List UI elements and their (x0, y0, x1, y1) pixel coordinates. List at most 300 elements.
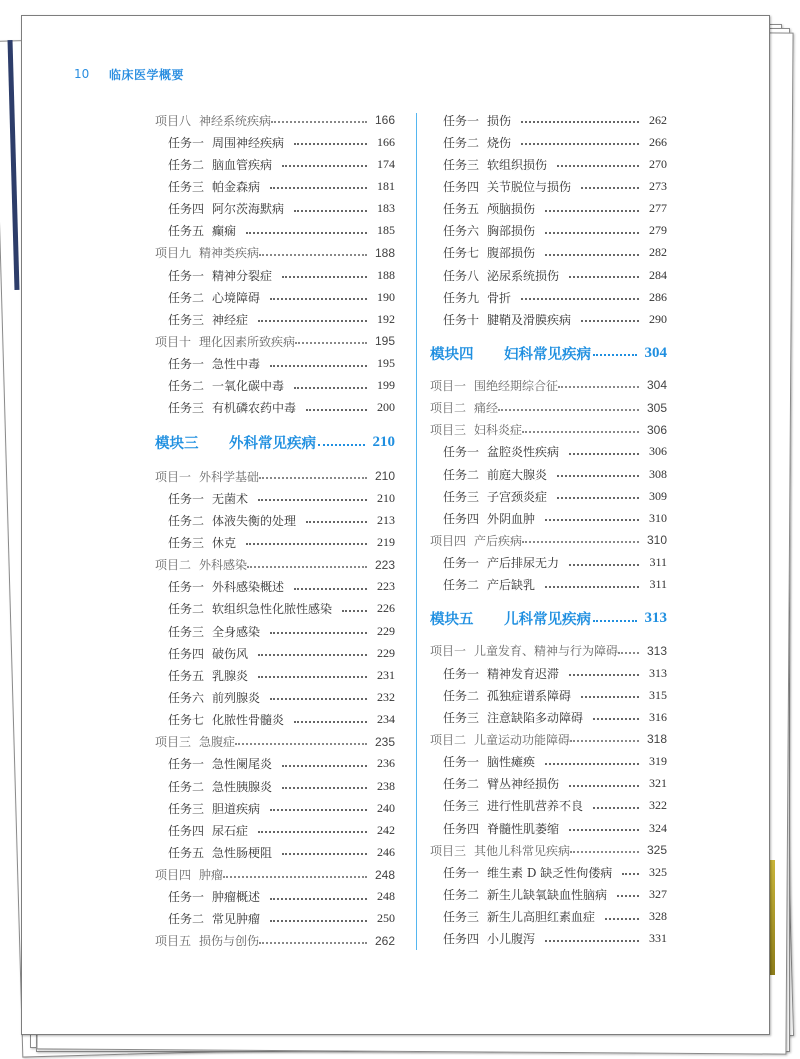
toc-task-entry[interactable] (430, 109, 667, 131)
toc-page-number: 210 (372, 434, 395, 451)
toc-task-title: 一氧化碳中毒 (212, 379, 285, 394)
toc-task-entry[interactable] (155, 576, 395, 598)
dot-leader (270, 187, 367, 189)
toc-task-label: 任务一 (168, 890, 205, 905)
toc-page-number: 306 (646, 422, 667, 437)
toc-page-number: 223 (374, 557, 395, 572)
toc-task-entry[interactable] (430, 706, 667, 728)
toc-task-entry[interactable] (430, 817, 667, 839)
dot-leader (342, 610, 367, 612)
toc-task-title: 臂丛神经损伤 (487, 777, 560, 792)
toc-module-label: 模块三 (155, 436, 199, 453)
toc-task-entry[interactable] (155, 131, 395, 153)
toc-page-number: 231 (377, 667, 395, 682)
dot-leader (593, 807, 639, 809)
toc-task-label: 任务三 (443, 489, 480, 504)
dot-leader (235, 743, 367, 745)
toc-task-label: 任务一 (168, 491, 205, 506)
toc-item-title: 围绝经期综合征 (474, 378, 559, 393)
toc-task-title: 帕金森病 (212, 179, 261, 194)
toc-task-entry[interactable] (430, 153, 667, 175)
toc-page-number: 195 (374, 334, 395, 349)
toc-task-label: 任务六 (168, 690, 205, 705)
toc-task-label: 任务五 (168, 668, 205, 683)
toc-task-label: 任务一 (443, 113, 480, 128)
toc-item-entry[interactable] (155, 330, 395, 352)
toc-page-number: 331 (649, 931, 667, 946)
toc-task-title: 休克 (212, 535, 237, 550)
toc-page-number: 284 (649, 267, 667, 282)
toc-task-label: 任务二 (168, 157, 205, 172)
toc-task-title: 维生素 D 缺乏性佝偻病 (487, 865, 613, 880)
toc-task-entry[interactable] (155, 642, 395, 664)
toc-right-column (430, 109, 667, 950)
toc-task-label: 任务四 (168, 646, 205, 661)
toc-task-entry[interactable] (430, 773, 667, 795)
toc-page-number: 286 (649, 289, 667, 304)
toc-task-title: 脑性瘫痪 (487, 755, 536, 770)
dot-leader (545, 586, 639, 588)
dot-leader (259, 477, 367, 479)
toc-task-label: 任务三 (443, 910, 480, 925)
toc-task-title: 常见肿瘤 (212, 912, 261, 927)
toc-page-number: 236 (377, 756, 395, 771)
dot-leader (557, 497, 639, 499)
toc-page-number: 304 (646, 378, 667, 393)
toc-task-entry[interactable] (430, 198, 667, 220)
toc-task-title: 盆腔炎性疾病 (487, 445, 560, 460)
toc-page-number: 319 (649, 754, 667, 769)
toc-item-entry[interactable] (430, 640, 667, 662)
toc-item-entry[interactable] (155, 554, 395, 576)
toc-page-number: 192 (377, 311, 395, 326)
toc-task-entry[interactable] (155, 509, 395, 531)
toc-task-label: 任务五 (168, 845, 205, 860)
toc-page-number: 273 (649, 178, 667, 193)
toc-page-number: 250 (377, 911, 395, 926)
toc-task-entry[interactable] (430, 264, 667, 286)
toc-item-entry[interactable] (155, 465, 395, 487)
toc-task-entry[interactable] (155, 487, 395, 509)
toc-task-label: 任务二 (168, 379, 205, 394)
toc-task-label: 任务二 (168, 602, 205, 617)
dot-leader (569, 564, 639, 566)
toc-left-column (155, 109, 395, 952)
toc-task-title: 体液失衡的处理 (212, 513, 297, 528)
toc-page-number: 306 (649, 444, 667, 459)
toc-task-label: 任务十 (443, 312, 480, 327)
toc-page-number: 240 (377, 800, 395, 815)
toc-page-number: 310 (649, 510, 667, 525)
toc-item-entry[interactable] (430, 728, 667, 750)
toc-page-number: 232 (377, 689, 395, 704)
cover-edge (770, 860, 775, 975)
toc-task-label: 任务四 (168, 823, 205, 838)
toc-page-number: 313 (649, 665, 667, 680)
toc-task-entry[interactable] (155, 153, 395, 175)
toc-task-label: 任务五 (443, 202, 480, 217)
dot-leader (570, 851, 639, 853)
toc-task-entry[interactable] (430, 684, 667, 706)
toc-task-title: 破伤风 (212, 646, 249, 661)
toc-task-entry[interactable] (430, 574, 667, 596)
toc-item-title: 外科感染 (199, 558, 248, 573)
toc-page-number: 248 (377, 889, 395, 904)
dot-leader (617, 895, 639, 897)
toc-module-entry[interactable] (430, 330, 667, 374)
dot-leader (258, 831, 367, 833)
toc-item-entry[interactable] (430, 374, 667, 396)
toc-item-label: 项目一 (155, 469, 192, 484)
toc-page-number: 311 (649, 555, 667, 570)
dot-leader (282, 853, 367, 855)
toc-task-entry[interactable] (430, 883, 667, 905)
toc-page-number: 174 (377, 156, 395, 171)
dot-leader (306, 521, 367, 523)
toc-page-number: 304 (644, 344, 667, 361)
toc-task-label: 任务四 (443, 179, 480, 194)
toc-task-title: 注意缺陷多动障碍 (487, 710, 584, 725)
toc-task-entry[interactable] (155, 819, 395, 841)
toc-page-number: 270 (649, 156, 667, 171)
toc-page-number: 290 (649, 311, 667, 326)
dot-leader (258, 654, 367, 656)
toc-task-title: 新生儿缺氧缺血性脑病 (487, 887, 608, 902)
toc-task-label: 任务三 (443, 710, 480, 725)
toc-task-entry[interactable] (430, 662, 667, 684)
dot-leader (282, 276, 367, 278)
toc-task-title: 孤独症谱系障碍 (487, 688, 572, 703)
toc-task-label: 任务二 (443, 887, 480, 902)
dot-leader (521, 121, 639, 123)
toc-item-entry[interactable] (430, 419, 667, 441)
toc-item-entry[interactable] (155, 731, 395, 753)
toc-task-title: 癫痫 (212, 224, 237, 239)
toc-item-title: 其他儿科常见疾病 (474, 843, 571, 858)
toc-task-entry[interactable] (430, 175, 667, 197)
dot-leader (270, 809, 367, 811)
toc-task-entry[interactable] (430, 131, 667, 153)
column-divider (416, 113, 417, 950)
toc-task-label: 任务七 (443, 246, 480, 261)
toc-task-entry[interactable] (155, 775, 395, 797)
toc-page-number: 262 (374, 933, 395, 948)
toc-task-entry[interactable] (155, 286, 395, 308)
toc-task-label: 任务四 (443, 821, 480, 836)
toc-task-title: 泌尿系统损伤 (487, 268, 560, 283)
toc-task-label: 任务二 (168, 513, 205, 528)
toc-task-entry[interactable] (430, 308, 667, 330)
toc-task-label: 任务三 (168, 624, 205, 639)
dot-leader (569, 276, 639, 278)
toc-page-number: 234 (377, 712, 395, 727)
toc-task-entry[interactable] (155, 709, 395, 731)
toc-task-entry[interactable] (155, 664, 395, 686)
toc-task-entry[interactable] (155, 198, 395, 220)
toc-item-label: 项目一 (430, 644, 467, 659)
toc-task-entry[interactable] (430, 485, 667, 507)
dot-leader (270, 698, 367, 700)
dot-leader (545, 254, 639, 256)
toc-task-entry[interactable] (155, 686, 395, 708)
toc-page-number: 226 (377, 601, 395, 616)
toc-task-title: 急性中毒 (212, 357, 261, 372)
toc-task-entry[interactable] (430, 220, 667, 242)
toc-page-number: 223 (377, 579, 395, 594)
toc-page-number: 238 (377, 778, 395, 793)
dot-leader (246, 543, 367, 545)
toc-page-number: 324 (649, 820, 667, 835)
toc-item-entry[interactable] (430, 839, 667, 861)
toc-page-number: 229 (377, 623, 395, 638)
dot-leader (498, 409, 639, 411)
toc-task-label: 任务九 (443, 290, 480, 305)
toc-task-entry[interactable] (155, 797, 395, 819)
toc-item-entry[interactable] (430, 529, 667, 551)
dot-leader (569, 453, 639, 455)
dot-leader (581, 696, 639, 698)
dot-leader (521, 298, 639, 300)
toc-module-title: 妇科常见疾病 (504, 346, 591, 363)
toc-task-title: 阿尔茨海默病 (212, 202, 285, 217)
toc-page-number: 266 (649, 134, 667, 149)
toc-task-entry[interactable] (155, 598, 395, 620)
toc-task-entry[interactable] (155, 841, 395, 863)
dot-leader (270, 898, 367, 900)
toc-task-label: 任务三 (443, 799, 480, 814)
toc-task-label: 任务二 (168, 290, 205, 305)
toc-page-number: 262 (649, 112, 667, 127)
dot-leader (522, 431, 639, 433)
toc-task-title: 前列腺炎 (212, 690, 261, 705)
toc-page-number: 315 (649, 687, 667, 702)
toc-page-number: 235 (374, 734, 395, 749)
toc-task-label: 任务一 (168, 135, 205, 150)
toc-task-title: 骨折 (487, 290, 512, 305)
page-number: 10 (74, 67, 90, 81)
toc-task-title: 小儿腹泻 (487, 932, 536, 947)
toc-item-label: 项目三 (155, 735, 192, 750)
dot-leader (569, 785, 639, 787)
toc-task-title: 脊髓性肌萎缩 (487, 821, 560, 836)
toc-task-entry[interactable] (430, 242, 667, 264)
toc-task-label: 任务四 (168, 202, 205, 217)
toc-task-title: 无菌术 (212, 491, 249, 506)
toc-task-entry[interactable] (430, 463, 667, 485)
toc-page-number: 316 (649, 709, 667, 724)
toc-task-title: 前庭大腺炎 (487, 467, 548, 482)
toc-item-label: 项目三 (430, 843, 467, 858)
toc-task-title: 损伤 (487, 113, 512, 128)
toc-task-label: 任务二 (168, 912, 205, 927)
toc-task-entry[interactable] (430, 861, 667, 883)
toc-page-number: 313 (646, 643, 667, 658)
toc-task-entry[interactable] (430, 795, 667, 817)
toc-item-title: 儿童运动功能障碍 (474, 732, 571, 747)
toc-task-title: 脑血管疾病 (212, 157, 273, 172)
toc-item-entry[interactable] (430, 397, 667, 419)
toc-item-title: 痛经 (474, 401, 499, 416)
toc-task-label: 任务三 (443, 157, 480, 172)
dot-leader (570, 740, 639, 742)
toc-task-title: 神经症 (212, 312, 249, 327)
toc-task-entry[interactable] (155, 308, 395, 330)
dot-leader (522, 541, 639, 543)
toc-task-label: 任务七 (168, 713, 205, 728)
dot-leader (622, 873, 639, 875)
toc-item-entry[interactable] (155, 109, 395, 131)
toc-page-number: 310 (646, 533, 667, 548)
toc-item-title: 儿童发育、精神与行为障碍 (474, 644, 619, 659)
toc-task-entry[interactable] (155, 264, 395, 286)
toc-task-entry[interactable] (155, 753, 395, 775)
dot-leader (282, 765, 367, 767)
toc-task-entry[interactable] (430, 751, 667, 773)
dot-leader (558, 386, 639, 388)
dot-leader (294, 210, 367, 212)
toc-task-label: 任务一 (443, 865, 480, 880)
toc-item-label: 项目九 (155, 246, 192, 261)
toc-task-entry[interactable] (155, 175, 395, 197)
toc-task-label: 任务二 (443, 135, 480, 150)
toc-page-number: 210 (374, 469, 395, 484)
toc-item-title: 外科学基础 (199, 469, 260, 484)
dot-leader (593, 354, 637, 356)
toc-task-entry[interactable] (155, 353, 395, 375)
toc-page-number: 328 (649, 909, 667, 924)
toc-item-title: 妇科炎症 (474, 423, 523, 438)
toc-item-title: 产后疾病 (474, 533, 523, 548)
toc-page-number: 190 (377, 289, 395, 304)
toc-task-label: 任务四 (443, 511, 480, 526)
dot-leader (258, 499, 367, 501)
toc-task-entry[interactable] (155, 620, 395, 642)
dot-leader (569, 829, 639, 831)
dot-leader (258, 676, 367, 678)
toc-task-label: 任务三 (168, 312, 205, 327)
dot-leader (521, 143, 639, 145)
toc-task-label: 任务二 (443, 688, 480, 703)
toc-task-entry[interactable] (155, 908, 395, 930)
toc-task-entry[interactable] (430, 928, 667, 950)
toc-task-label: 任务二 (443, 467, 480, 482)
dot-leader (605, 918, 639, 920)
toc-task-entry[interactable] (155, 220, 395, 242)
dot-leader (223, 876, 367, 878)
toc-task-entry[interactable] (155, 886, 395, 908)
toc-task-label: 任务八 (443, 268, 480, 283)
toc-task-title: 精神分裂症 (212, 268, 273, 283)
toc-page-number: 210 (377, 490, 395, 505)
toc-item-entry[interactable] (155, 930, 395, 952)
dot-leader (318, 444, 365, 446)
toc-page-number: 199 (377, 378, 395, 393)
toc-task-label: 任务二 (443, 777, 480, 792)
toc-task-label: 任务一 (168, 357, 205, 372)
dot-leader (270, 365, 367, 367)
toc-page-number: 277 (649, 201, 667, 216)
dot-leader (545, 210, 639, 212)
toc-task-label: 任务一 (443, 666, 480, 681)
toc-page-number: 166 (374, 113, 395, 128)
toc-task-entry[interactable] (155, 375, 395, 397)
dot-leader (295, 342, 367, 344)
toc-item-title: 急腹症 (199, 735, 236, 750)
toc-task-title: 尿石症 (212, 823, 249, 838)
dot-leader (545, 519, 639, 521)
toc-task-title: 关节脱位与损伤 (487, 179, 572, 194)
toc-task-label: 任务一 (443, 556, 480, 571)
toc-task-title: 心境障碍 (212, 290, 261, 305)
toc-page-number: 183 (377, 201, 395, 216)
toc-task-title: 急性胰腺炎 (212, 779, 273, 794)
toc-task-title: 胆道疾病 (212, 801, 261, 816)
dot-leader (618, 652, 639, 654)
toc-module-entry[interactable] (155, 419, 395, 465)
toc-item-label: 项目四 (430, 533, 467, 548)
toc-page-number: 185 (377, 223, 395, 238)
toc-task-entry[interactable] (155, 397, 395, 419)
toc-module-title: 外科常见疾病 (229, 436, 316, 453)
book-title: 临床医学概要 (109, 68, 185, 82)
dot-leader (270, 298, 367, 300)
toc-task-entry[interactable] (155, 531, 395, 553)
dot-leader (569, 674, 639, 676)
dot-leader (294, 143, 367, 145)
toc-task-title: 产后缺乳 (487, 578, 536, 593)
toc-task-title: 胸部损伤 (487, 224, 536, 239)
toc-module-title: 儿科常见疾病 (504, 612, 591, 629)
dot-leader (294, 387, 367, 389)
dot-leader (545, 763, 639, 765)
toc-page-number: 188 (377, 267, 395, 282)
toc-page-number: 246 (377, 844, 395, 859)
toc-task-entry[interactable] (430, 286, 667, 308)
toc-task-label: 任务五 (168, 224, 205, 239)
toc-task-entry[interactable] (430, 906, 667, 928)
toc-task-entry[interactable] (430, 507, 667, 529)
toc-task-title: 进行性肌营养不良 (487, 799, 584, 814)
toc-task-title: 有机磷农药中毒 (212, 401, 297, 416)
toc-task-entry[interactable] (430, 552, 667, 574)
toc-module-entry[interactable] (430, 596, 667, 640)
dot-leader (271, 121, 367, 123)
toc-task-entry[interactable] (430, 441, 667, 463)
toc-item-label: 项目三 (430, 423, 467, 438)
toc-page-number: 195 (377, 356, 395, 371)
dot-leader (270, 632, 367, 634)
toc-page-number: 318 (646, 732, 667, 747)
toc-task-label: 任务一 (443, 755, 480, 770)
toc-item-label: 项目四 (155, 868, 192, 883)
toc-item-title: 肿瘤 (199, 868, 224, 883)
toc-task-title: 烧伤 (487, 135, 512, 150)
dot-leader (545, 232, 639, 234)
dot-leader (557, 165, 639, 167)
toc-task-title: 外科感染概述 (212, 580, 285, 595)
toc-page-number: 248 (374, 867, 395, 882)
toc-task-title: 肿瘤概述 (212, 890, 261, 905)
toc-item-entry[interactable] (155, 242, 395, 264)
toc-task-label: 任务一 (443, 445, 480, 460)
toc-task-title: 周围神经疾病 (212, 135, 285, 150)
toc-task-title: 新生儿高胆红素血症 (487, 910, 596, 925)
toc-page-number: 200 (377, 400, 395, 415)
toc-task-label: 任务一 (168, 580, 205, 595)
toc-task-label: 任务三 (168, 179, 205, 194)
toc-task-label: 任务二 (168, 779, 205, 794)
toc-item-entry[interactable] (155, 864, 395, 886)
